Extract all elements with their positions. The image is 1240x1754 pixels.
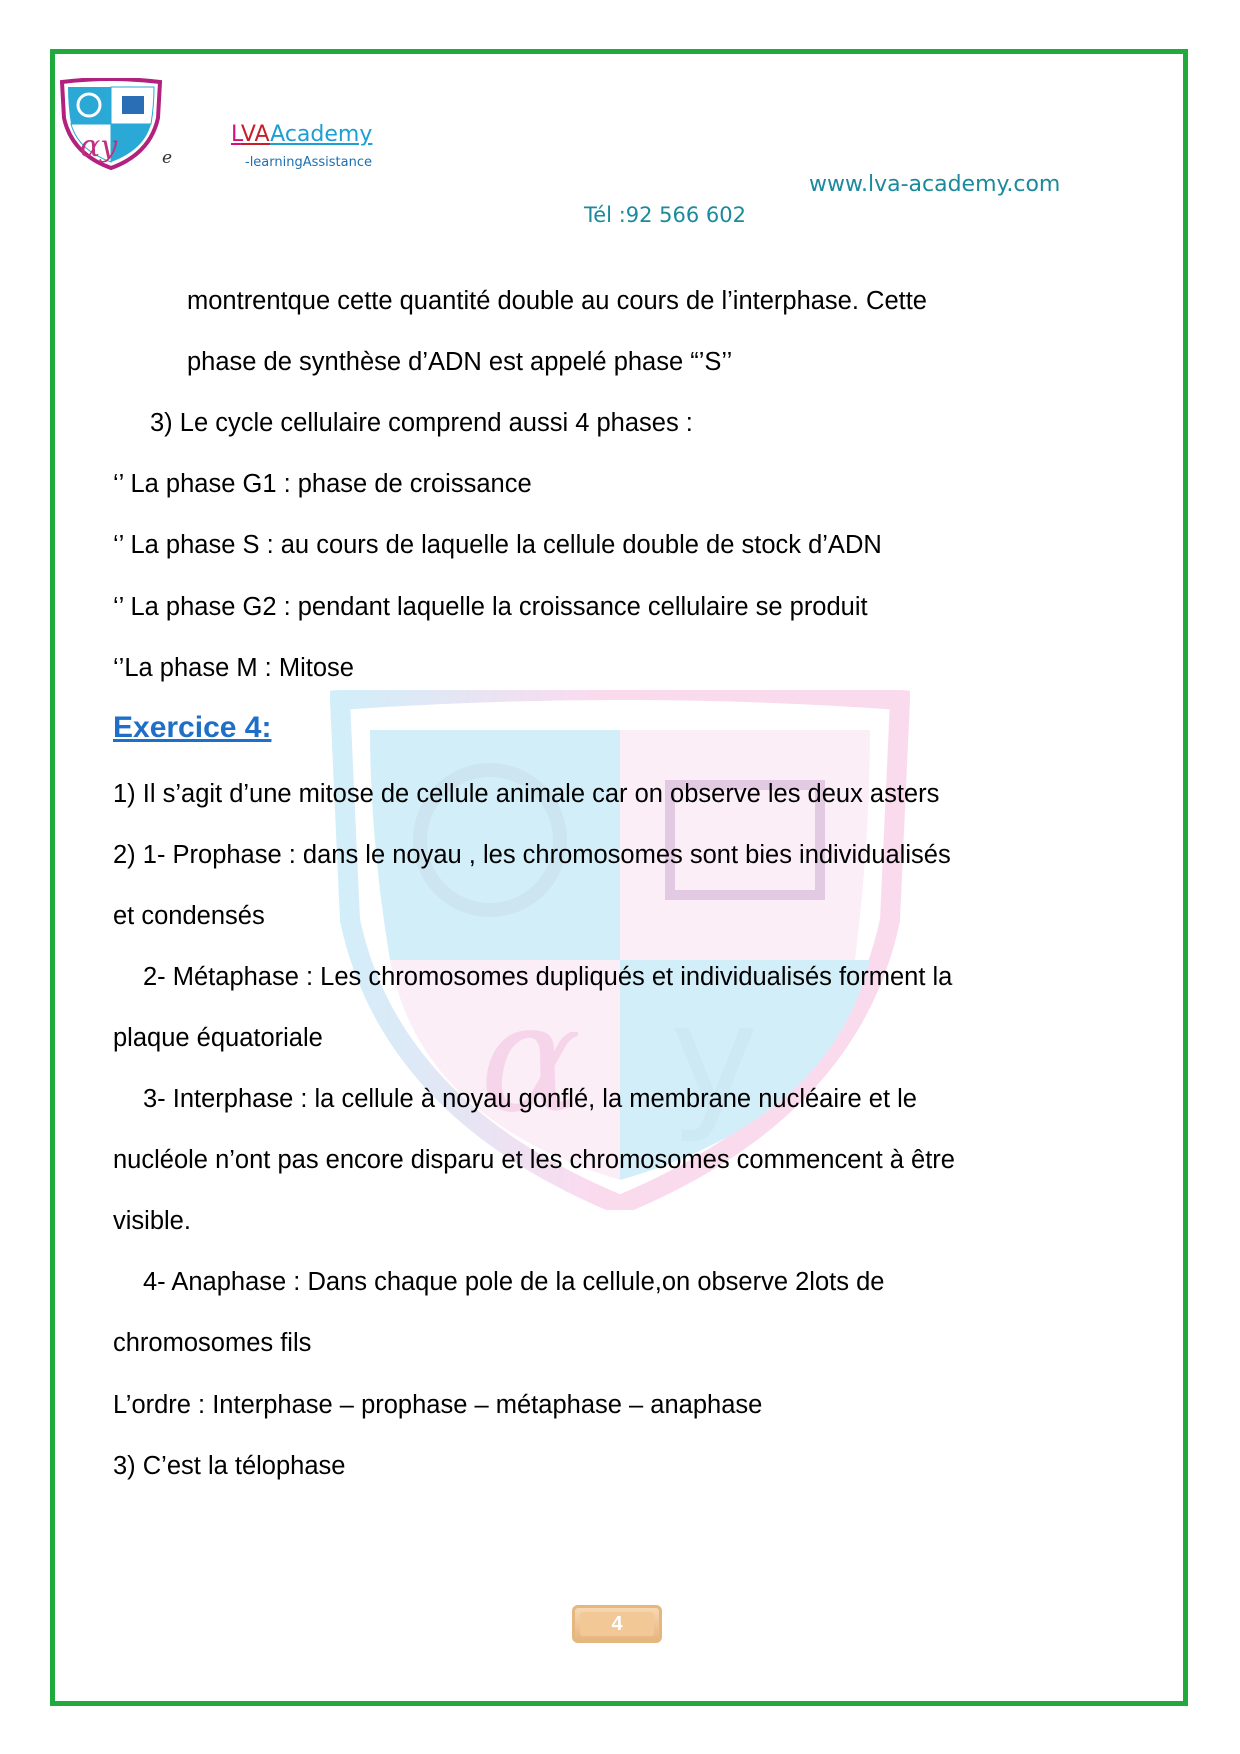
text-line: plaque équatoriale [113,1024,323,1052]
svg-text:α: α [480,972,582,1146]
text-line: ‘’ La phase G2 : pendant laquelle la croissance cellulaire se produit [113,593,868,621]
page-number-badge [572,1605,662,1643]
page-number: 4 [580,1612,654,1636]
text-line: 1) Il s’agit d’une mitose de cellule animale car on observe les deux asters [113,780,940,808]
text-line: chromosomes fils [113,1329,312,1357]
text-line: 3- Interphase : la cellule à noyau gonflé, la membrane nucléaire et le [143,1085,917,1113]
brand-academy: Academy [270,122,373,147]
brand-subtitle: -learningAssistance [245,155,372,170]
logo-suffix: e [162,148,173,168]
svg-text:y: y [670,972,759,1146]
text-line: 4- Anaphase : Dans chaque pole de la cellule,on observe 2lots de [143,1268,885,1296]
text-line: 2) 1- Prophase : dans le noyau , les chromosomes sont bies individualisés [113,841,951,869]
text-line: montrentque cette quantité double au cours de l’interphase. Cette [187,287,927,315]
svg-text:αy: αy [80,129,118,164]
text-line: et condensés [113,902,265,930]
text-line: L’ordre : Interphase – prophase – métaphase – anaphase [113,1391,763,1419]
text-line: phase de synthèse d’ADN est appelé phase “’S’’ [187,348,733,376]
text-line: ‘’La phase M : Mitose [113,654,354,682]
website-link[interactable]: www.lva-academy.com [809,172,1061,197]
lva-academy-logo [58,78,164,170]
exercise-title: Exercice 4: [113,711,272,744]
text-line: 3) Le cycle cellulaire comprend aussi 4 phases : [150,409,693,437]
text-line: visible. [113,1207,191,1235]
brand-va: VA [240,122,271,147]
text-line: ‘’ La phase G1 : phase de croissance [113,470,532,498]
text-line: 2- Métaphase : Les chromosomes dupliqués et individualisés forment la [143,963,953,991]
brand-l: L [231,122,241,147]
text-line: nucléole n’ont pas encore disparu et les chromosomes commencent à être [113,1146,955,1174]
text-line: 3) C’est la télophase [113,1452,346,1480]
text-line: ‘’ La phase S : au cours de laquelle la cellule double de stock d’ADN [113,531,882,559]
phone-number: Tél :92 566 602 [584,203,747,227]
brand-name [231,122,372,148]
watermark-shield-icon [330,690,910,1210]
